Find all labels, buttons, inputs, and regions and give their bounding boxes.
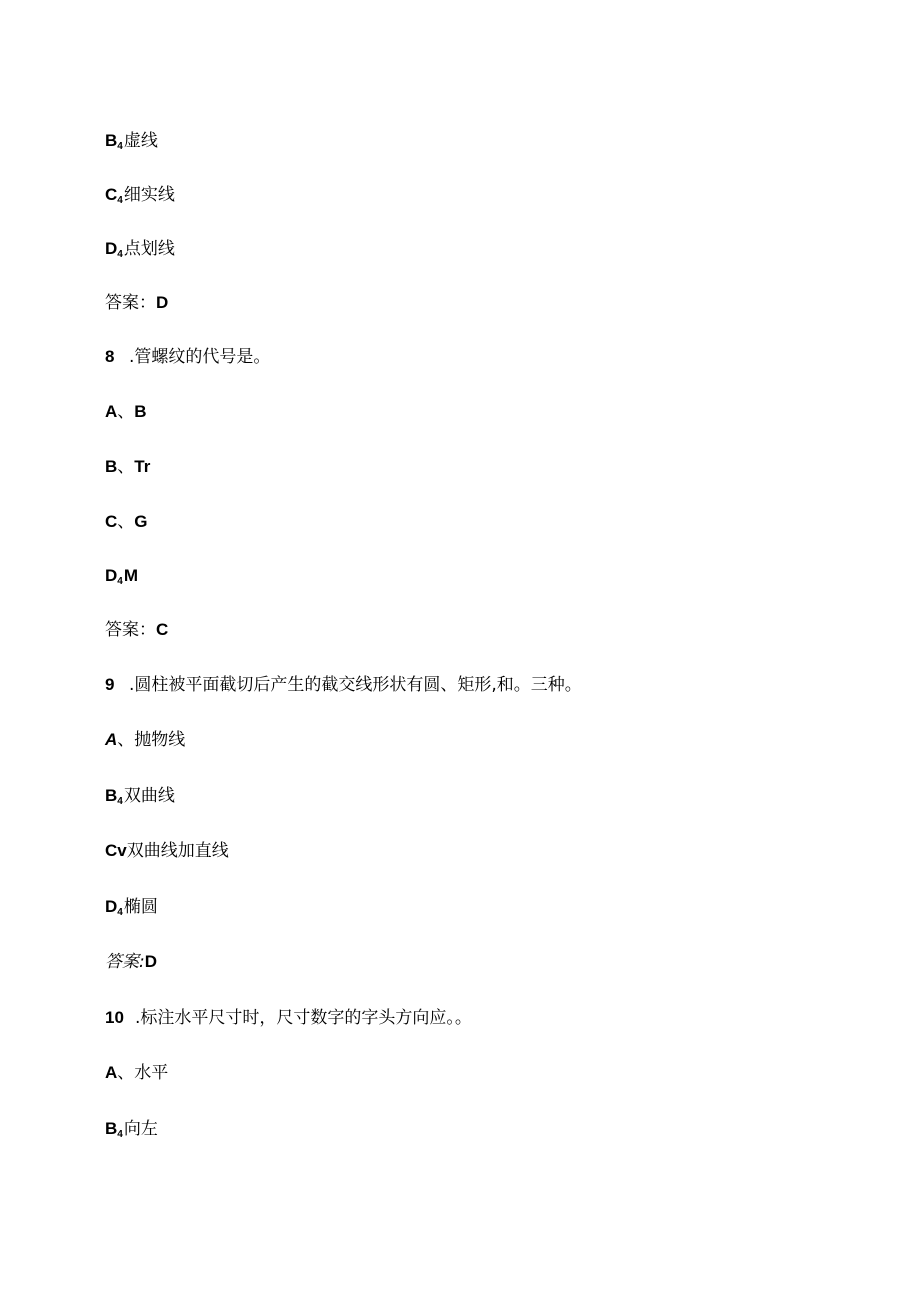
option-separator: 4 xyxy=(117,907,123,918)
question-10 xyxy=(105,1008,472,1028)
answer-label: 答案： xyxy=(105,293,156,313)
option-separator: 、 xyxy=(117,512,135,532)
option-q7-c xyxy=(105,185,175,208)
question-number: 8 xyxy=(105,347,115,366)
answer-value: C xyxy=(156,620,169,639)
option-text: B xyxy=(134,402,147,421)
option-letter: D xyxy=(105,239,118,258)
option-letter: B xyxy=(105,786,118,805)
option-letter: C xyxy=(105,185,118,204)
question-text: .标注水平尺寸时，尺寸数字的字头方向应。。 xyxy=(135,1008,472,1028)
option-text: 抛物线 xyxy=(134,730,186,750)
option-q10-b xyxy=(105,1119,158,1142)
option-text: 细实线 xyxy=(123,185,175,205)
question-text: .管螺纹的代号是。 xyxy=(129,347,271,367)
question-8 xyxy=(105,347,270,367)
option-q8-c xyxy=(105,512,148,532)
answer-value: D xyxy=(144,952,158,971)
option-text: 点划线 xyxy=(123,239,175,259)
answer-q8 xyxy=(105,620,168,640)
option-text: 椭圆 xyxy=(123,897,158,917)
option-letter: A xyxy=(105,730,118,749)
option-separator: 4 xyxy=(117,1129,123,1140)
option-text: 双曲线加直线 xyxy=(126,841,229,861)
question-text: .圆柱被平面截切后产生的截交线形状有圆、矩形,和。三种。 xyxy=(129,675,582,695)
option-text: 向左 xyxy=(123,1119,158,1139)
option-letter: D xyxy=(105,566,118,585)
option-separator: 4 xyxy=(117,141,123,152)
question-number: 9 xyxy=(105,675,115,694)
option-separator: 、 xyxy=(117,402,135,422)
option-text: 水平 xyxy=(134,1063,169,1083)
question-number: 10 xyxy=(105,1008,124,1027)
option-q8-d xyxy=(105,566,138,589)
option-q9-b xyxy=(105,786,175,809)
option-separator: 、 xyxy=(117,457,135,477)
option-letter: A xyxy=(105,402,118,421)
answer-label: 答案: xyxy=(105,952,145,972)
option-text: 虚线 xyxy=(123,131,158,151)
option-q7-b xyxy=(105,131,158,154)
option-q8-a xyxy=(105,402,147,422)
option-text: G xyxy=(134,512,148,531)
option-separator: 4 xyxy=(117,195,123,206)
option-letter: D xyxy=(105,897,118,916)
option-separator: 4 xyxy=(117,796,123,807)
option-letter: B xyxy=(105,1119,118,1138)
option-separator: 、 xyxy=(117,1063,135,1083)
option-q9-c xyxy=(105,841,229,861)
question-9 xyxy=(105,675,582,695)
option-letter: B xyxy=(105,457,118,476)
option-letter: B xyxy=(105,131,118,150)
option-text: 双曲线 xyxy=(123,786,175,806)
option-separator: 4 xyxy=(117,576,123,587)
option-separator: 、 xyxy=(117,730,135,750)
answer-label: 答案： xyxy=(105,620,156,640)
option-text: M xyxy=(123,566,139,585)
option-letter: A xyxy=(105,1063,118,1082)
answer-q7 xyxy=(105,293,168,313)
option-q7-d xyxy=(105,239,175,262)
option-letter: C xyxy=(105,512,118,531)
option-q8-b xyxy=(105,457,150,477)
answer-q9 xyxy=(105,952,157,972)
answer-value: D xyxy=(156,293,169,312)
option-q9-d xyxy=(105,897,158,920)
option-text: Tr xyxy=(134,457,151,476)
option-q9-a xyxy=(105,730,185,750)
option-letter: Cv xyxy=(105,841,127,860)
option-q10-a xyxy=(105,1063,168,1083)
option-separator: 4 xyxy=(117,249,123,260)
